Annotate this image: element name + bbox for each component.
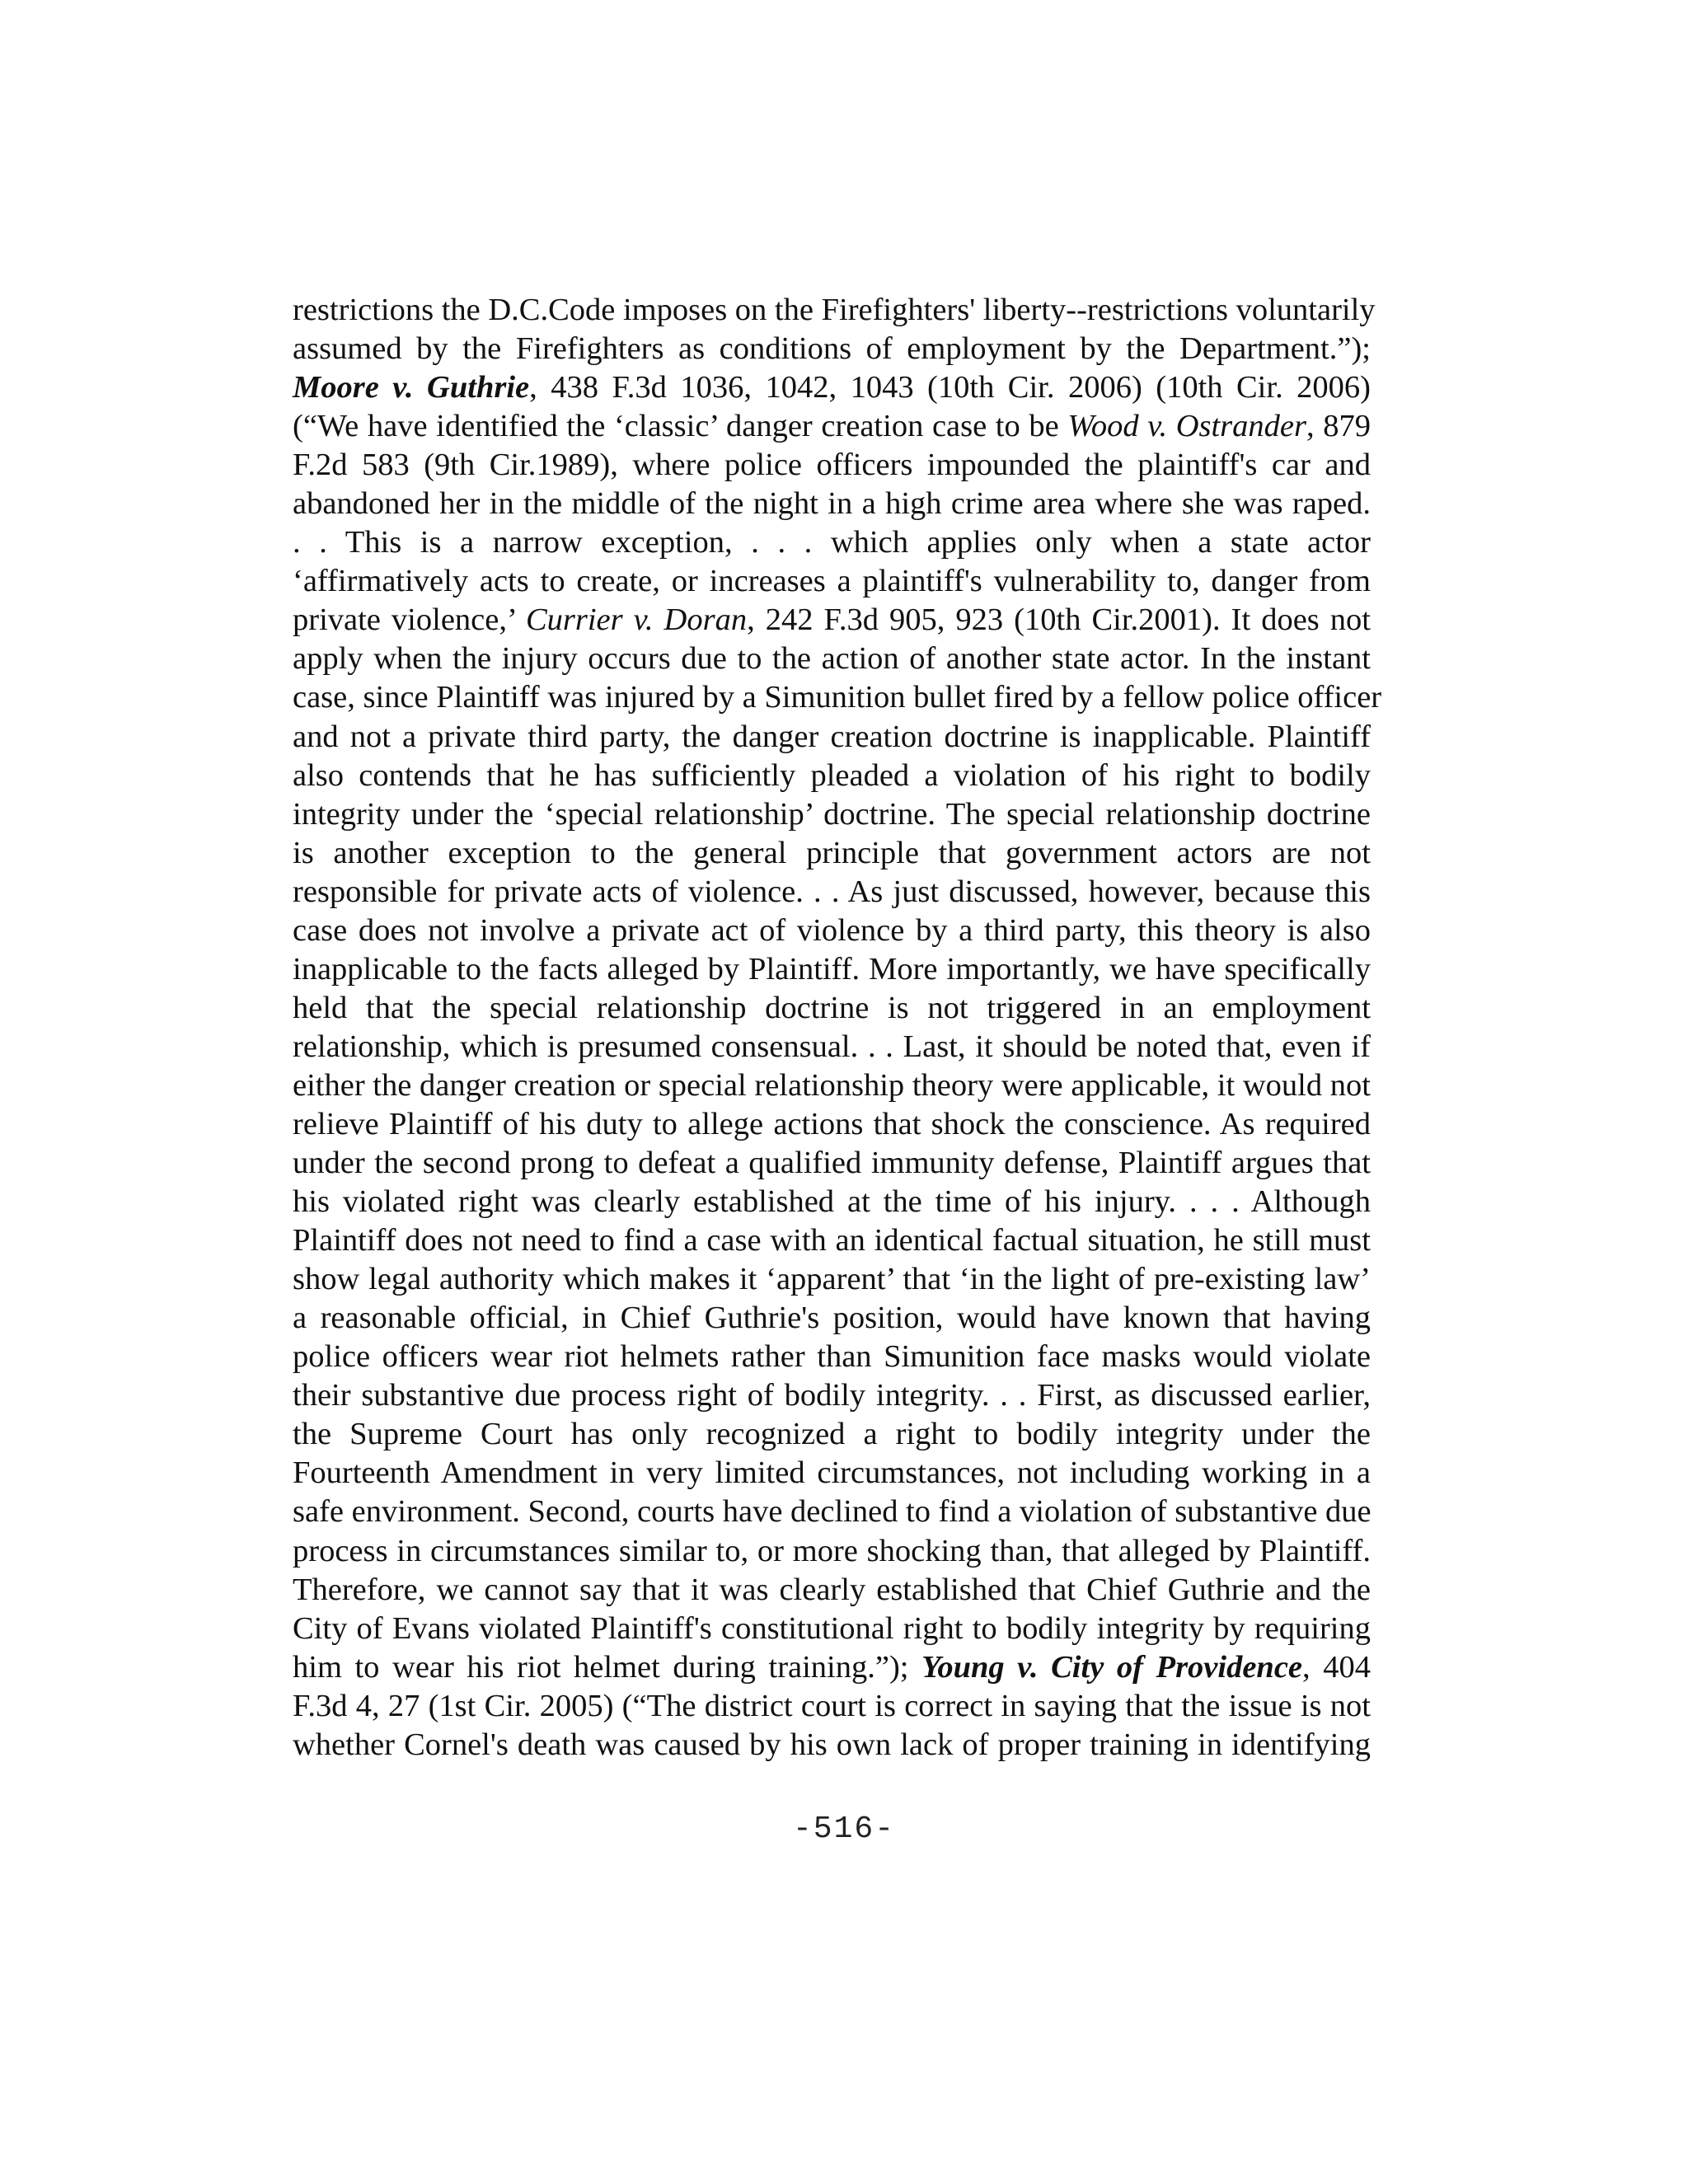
case-name: Young v. City of Providence (921, 1649, 1303, 1685)
text-line: Therefore, we cannot say that it was clearly established that Chief Guthrie and the (293, 1572, 1371, 1607)
text-line: relieve Plaintiff of his duty to allege actions that shock the conscience. As required (293, 1106, 1371, 1141)
citation-text: , 438 F.3d 1036, 1042, 1043 (10th Cir. 2006) (10th Cir. 2006) (529, 370, 1371, 405)
text-line: inapplicable to the facts alleged by Plaintiff. More importantly, we have specifically (293, 951, 1371, 987)
text-line: either the danger creation or special relationship theory were applicable, it would not (293, 1067, 1371, 1103)
citation-text: (“We have identified the ‘classic’ danger creation case to be (293, 409, 1068, 444)
text-line: integrity under the ‘special relationship’ doctrine. The special relationship doctrine (293, 796, 1371, 832)
text-line: also contends that he has sufficiently pleaded a violation of his right to bodily (293, 757, 1371, 793)
citation-text: , 404 (1302, 1649, 1372, 1685)
text-line: abandoned her in the middle of the night in a high crime area where she was raped. (293, 486, 1371, 522)
text-line: held that the special relationship doctrine is not triggered in an employment (293, 990, 1371, 1025)
text-line (293, 407, 1371, 446)
text-line: case, since Plaintiff was injured by a Simunition bullet fired by a fellow police officer (293, 680, 1382, 715)
text-line: case does not involve a private act of violence by a third party, this theory is also (293, 912, 1371, 948)
text-line: Plaintiff does not need to find a case with an identical factual situation, he still must (293, 1223, 1371, 1258)
text-line: their substantive due process right of bodily integrity. . . First, as discussed earlier, (293, 1378, 1371, 1413)
text-line (293, 1648, 1371, 1687)
text-line: safe environment. Second, courts have declined to find a violation of substantive due (293, 1494, 1372, 1530)
text-line: and not a private third party, the danger creation doctrine is inapplicable. Plaintiff (293, 719, 1371, 754)
text-line: relationship, which is presumed consensual. . . Last, it should be noted that, even if (293, 1029, 1371, 1064)
text-line: his violated right was clearly established at the time of his injury. . . . Although (293, 1184, 1371, 1220)
text-line: responsible for private acts of violence. . . As just discussed, however, because this (293, 874, 1371, 909)
text-line: whether Cornel's death was caused by his own lack of proper training in identifying (293, 1727, 1371, 1762)
text-line: F.2d 583 (9th Cir.1989), where police officers impounded the plaintiff's car and (293, 448, 1371, 483)
citation-text: private violence,’ (293, 602, 526, 638)
text-line: apply when the injury occurs due to the action of another state actor. In the instant (293, 641, 1371, 677)
case-name: Moore v. Guthrie (293, 370, 530, 405)
text-line: restrictions the D.C.Code imposes on the Firefighters' liberty--restrictions voluntarily (293, 293, 1376, 327)
text-line: show legal authority which makes it ‘apparent’ that ‘in the light of pre-existing law’ (293, 1262, 1371, 1297)
body-text (293, 291, 1382, 1765)
text-line: ‘affirmatively acts to create, or increases a plaintiff's vulnerability to, danger from (293, 564, 1371, 599)
text-line: the Supreme Court has only recognized a right to bodily integrity under the (293, 1417, 1371, 1452)
case-name-italic: Wood v. Ostrander (1067, 409, 1306, 444)
text-line: Fourteenth Amendment in very limited circumstances, not including working in a (293, 1455, 1371, 1491)
text-line: process in circumstances similar to, or more shocking than, that alleged by Plaintiff. (293, 1533, 1371, 1568)
text-line (293, 368, 1371, 407)
text-line: assumed by the Firefighters as conditions of employment by the Department.”); (293, 331, 1371, 367)
text-line: under the second prong to defeat a qualified immunity defense, Plaintiff argues that (293, 1146, 1371, 1181)
citation-text: him to wear his riot helmet during training.”); (293, 1649, 922, 1685)
case-name-italic: Currier v. Doran (525, 602, 748, 638)
text-line: F.3d 4, 27 (1st Cir. 2005) (“The district court is correct in saying that the issue is not (293, 1688, 1371, 1723)
text-line: a reasonable official, in Chief Guthrie's position, would have known that having (293, 1301, 1371, 1336)
text-line: police officers wear riot helmets rather than Simunition face masks would violate (293, 1339, 1371, 1375)
citation-text: , 242 F.3d 905, 923 (10th Cir.2001). It does not (747, 602, 1371, 638)
text-line: is another exception to the general principle that government actors are not (293, 835, 1371, 870)
page-number: -516- (792, 1811, 896, 1847)
text-line (293, 601, 1371, 640)
citation-text: , 879 (1306, 409, 1371, 444)
text-line: City of Evans violated Plaintiff's constitutional right to bodily integrity by requiring (293, 1610, 1371, 1646)
text-line: . . This is a narrow exception, . . . which applies only when a state actor (293, 525, 1371, 560)
